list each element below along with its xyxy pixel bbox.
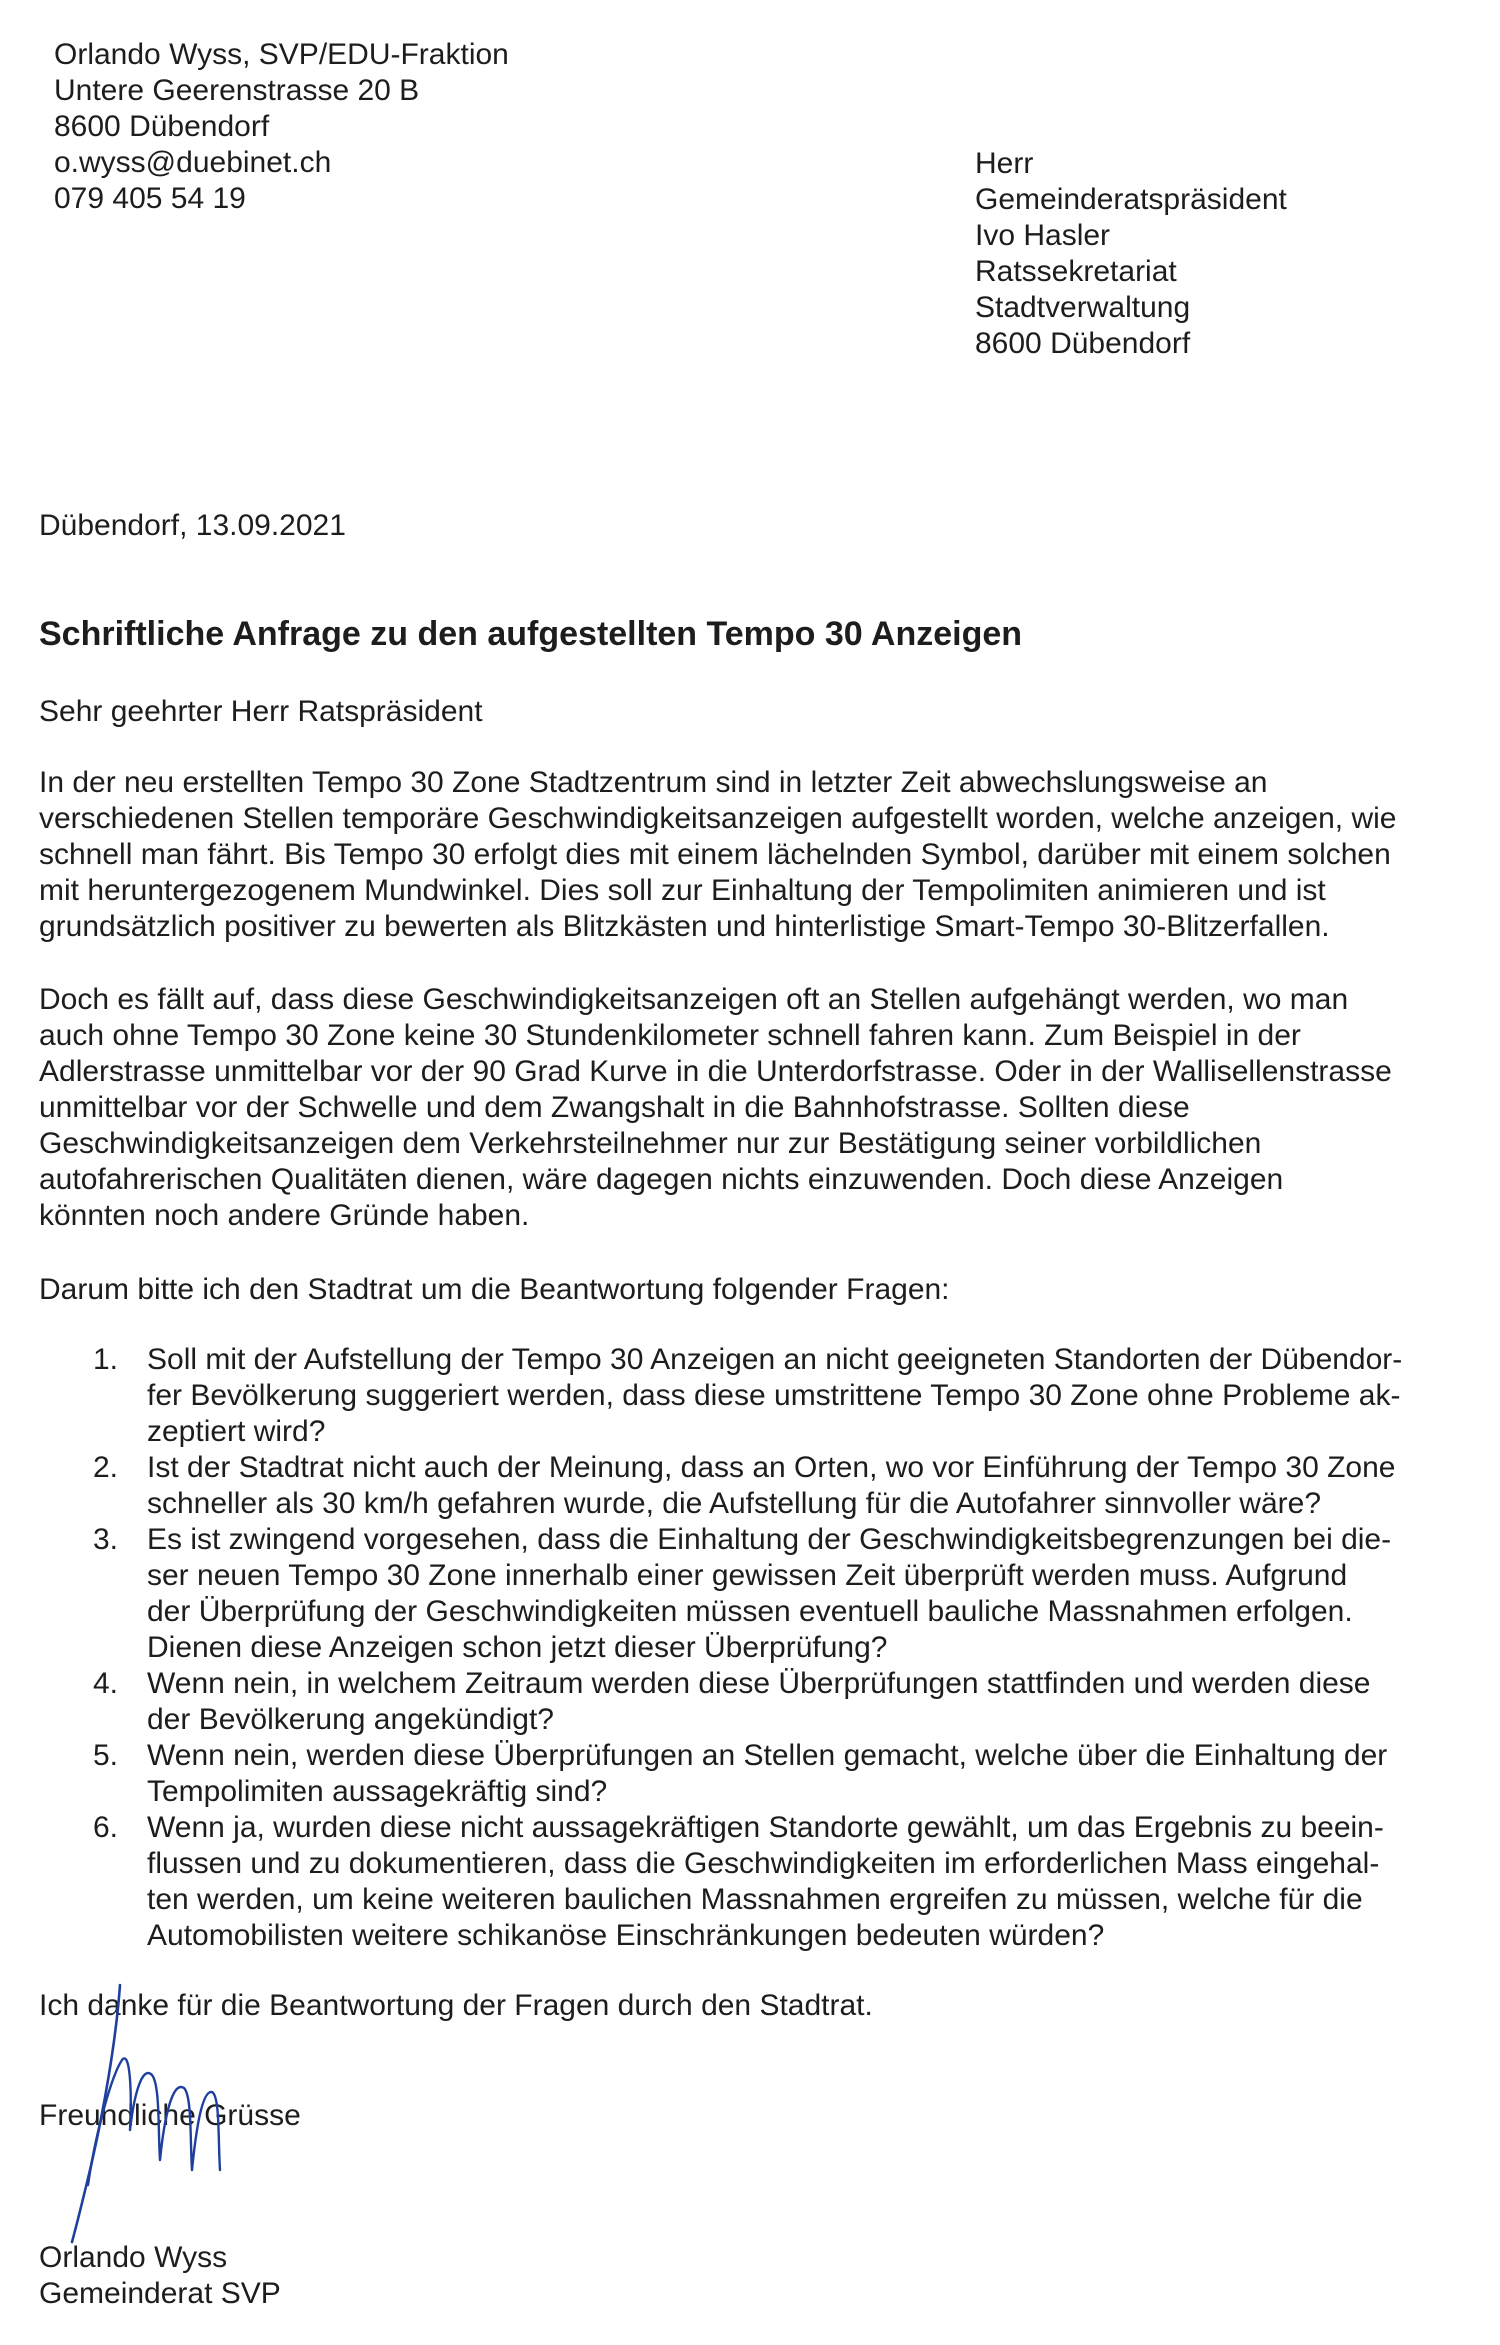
text-line: Darum bitte ich den Stadtrat um die Beantwortung folgender Fragen:: [39, 1273, 950, 1306]
text-line: Es ist zwingend vorgesehen, dass die Einhaltung der Geschwindigkeitsbegrenzungen bei die-: [147, 1523, 1392, 1556]
text-line: Wenn nein, in welchem Zeitraum werden diese Überprüfungen stattfinden und werden diese: [147, 1667, 1371, 1700]
text-line: fer Bevölkerung suggeriert werden, dass diese umstrittene Tempo 30 Zone ohne Probleme ak-: [147, 1379, 1401, 1412]
subject-heading: Schriftliche Anfrage zu den aufgestellten Tempo 30 Anzeigen: [39, 615, 1023, 653]
text-line: ser neuen Tempo 30 Zone innerhalb einer gewissen Zeit überprüft werden muss. Aufgrund: [147, 1559, 1348, 1592]
text-line: Doch es fällt auf, dass diese Geschwindigkeitsanzeigen oft an Stellen aufgehängt werden, wo man: [39, 983, 1349, 1016]
question-number: 1.: [93, 1343, 119, 1376]
sender-address: [54, 37, 509, 217]
question-item: [39, 1450, 1459, 1522]
text-line: In der neu erstellten Tempo 30 Zone Stadtzentrum sind in letzter Zeit abwechslungsweise an: [39, 766, 1268, 799]
question-item: [39, 1666, 1459, 1738]
recipient-line: 8600 Dübendorf: [975, 327, 1191, 360]
sender-phone: 079 405 54 19: [54, 182, 246, 215]
signer-block: [39, 2240, 281, 2312]
handwritten-signature: [60, 1980, 250, 2250]
question-number: 4.: [93, 1667, 119, 1700]
text-line: der Bevölkerung angekündigt?: [147, 1703, 554, 1736]
text-line: mit heruntergezogenem Mundwinkel. Dies soll zur Einhaltung der Tempolimiten animieren und ist: [39, 874, 1326, 907]
text-line: ten werden, um keine weiteren baulichen Massnahmen ergreifen zu müssen, welche für die: [147, 1883, 1363, 1916]
question-number: 5.: [93, 1739, 119, 1772]
sender-street: Untere Geerenstrasse 20 B: [54, 74, 420, 107]
text-line: Tempolimiten aussagekräftig sind?: [147, 1775, 608, 1808]
sender-city: 8600 Dübendorf: [54, 110, 270, 143]
question-item: [39, 1810, 1459, 1954]
sender-email: o.wyss@duebinet.ch: [54, 146, 332, 179]
signer-name: Orlando Wyss: [39, 2241, 228, 2274]
text-line: Wenn ja, wurden diese nicht aussagekräftigen Standorte gewählt, um das Ergebnis zu beein-: [147, 1811, 1384, 1844]
closing-sentence: Ich danke für die Beantwortung der Fragen durch den Stadtrat.: [39, 1989, 873, 2022]
text-line: verschiedenen Stellen temporäre Geschwindigkeitsanzeigen aufgestellt worden, welche anzeigen, wie: [39, 802, 1397, 835]
text-line: autofahrerischen Qualitäten dienen, wäre dagegen nichts einzuwenden. Doch diese Anzeigen: [39, 1163, 1284, 1196]
text-line: auch ohne Tempo 30 Zone keine 30 Stundenkilometer schnell fahren kann. Zum Beispiel in der: [39, 1019, 1301, 1052]
text-line: schneller als 30 km/h gefahren wurde, die Aufstellung für die Autofahrer sinnvoller wäre?: [147, 1487, 1321, 1520]
date-line: Dübendorf, 13.09.2021: [39, 509, 346, 542]
text-line: grundsätzlich positiver zu bewerten als Blitzkästen und hinterlistige Smart-Tempo 30-Blitzerfallen.: [39, 910, 1330, 943]
question-item: [39, 1522, 1459, 1666]
signer-title: Gemeinderat SVP: [39, 2277, 281, 2310]
text-line: zeptiert wird?: [147, 1415, 326, 1448]
text-line: flussen und zu dokumentieren, dass die Geschwindigkeiten im erforderlichen Mass eingehal-: [147, 1847, 1380, 1880]
text-line: Dienen diese Anzeigen schon jetzt dieser Überprüfung?: [147, 1631, 888, 1664]
question-number: 6.: [93, 1811, 119, 1844]
text-line: der Überprüfung der Geschwindigkeiten müssen eventuell bauliche Massnahmen erfolgen.: [147, 1595, 1353, 1628]
signature-stroke: [72, 1985, 120, 2242]
recipient-line: Gemeinderatspräsident: [975, 183, 1287, 216]
text-line: Geschwindigkeitsanzeigen dem Verkehrsteilnehmer nur zur Bestätigung seiner vorbildlichen: [39, 1127, 1262, 1160]
paragraph-observation: [39, 982, 1459, 1234]
text-line: Wenn nein, werden diese Überprüfungen an Stellen gemacht, welche über die Einhaltung der: [147, 1739, 1388, 1772]
question-item: [39, 1738, 1459, 1810]
sender-name: Orlando Wyss, SVP/EDU-Fraktion: [54, 38, 509, 71]
text-line: Automobilisten weitere schikanöse Einschränkungen bedeuten würden?: [147, 1919, 1105, 1952]
text-line: unmittelbar vor der Schwelle und dem Zwangshalt in die Bahnhofstrasse. Sollten diese: [39, 1091, 1190, 1124]
paragraph-intro: [39, 765, 1459, 945]
text-line: schnell man fährt. Bis Tempo 30 erfolgt dies mit einem lächelnden Symbol, darüber mit einem solchen: [39, 838, 1391, 871]
recipient-line: Ivo Hasler: [975, 219, 1111, 252]
salutation: Sehr geehrter Herr Ratspräsident: [39, 695, 483, 728]
question-number: 2.: [93, 1451, 119, 1484]
question-item: [39, 1342, 1459, 1450]
text-line: Ist der Stadtrat nicht auch der Meinung, dass an Orten, wo vor Einführung der Tempo 30 Zone: [147, 1451, 1396, 1484]
recipient-line: Herr: [975, 147, 1034, 180]
greeting: Freundliche Grüsse: [39, 2099, 301, 2132]
question-list: [39, 1342, 1459, 1954]
question-number: 3.: [93, 1523, 119, 1556]
text-line: Adlerstrasse unmittelbar vor der 90 Grad Kurve in die Unterdorfstrasse. Oder in der Wallisellenstrasse: [39, 1055, 1392, 1088]
paragraph-request: [39, 1272, 1459, 1308]
text-line: Soll mit der Aufstellung der Tempo 30 Anzeigen an nicht geeigneten Standorten der Dübendor-: [147, 1343, 1403, 1376]
text-line: könnten noch andere Gründe haben.: [39, 1199, 530, 1232]
recipient-address: [975, 146, 1287, 362]
recipient-line: Ratssekretariat: [975, 255, 1177, 288]
recipient-line: Stadtverwaltung: [975, 291, 1191, 324]
